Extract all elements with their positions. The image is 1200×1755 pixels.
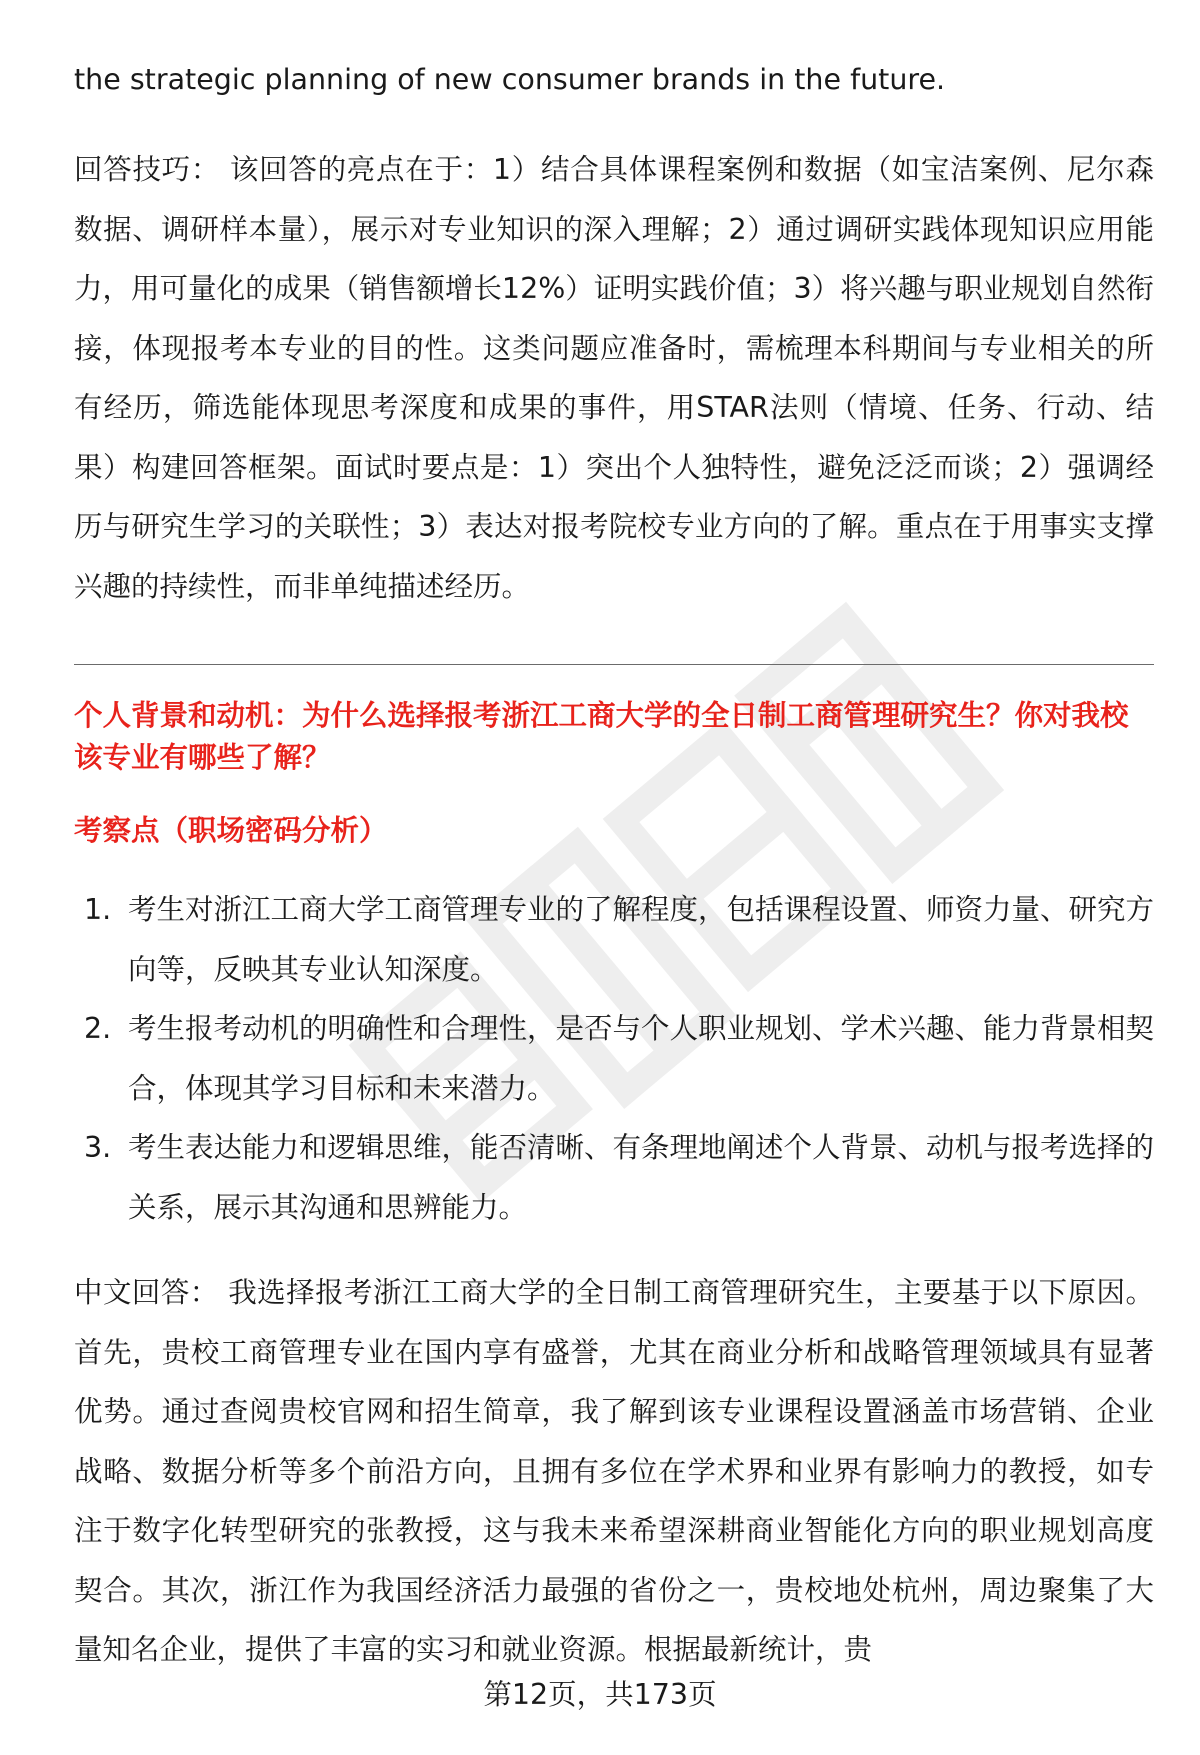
continuation-paragraph: the strategic planning of new consumer brands in the future. [74,63,946,96]
tip-text: 该回答的亮点在于：1）结合具体课程案例和数据（如宝洁案例、尼尔森数据、调研样本量），展示对专业知识的深入理解；2）通过调研实践体现知识应用能力，用可量化的成果（销售额增长12%）证明实践价值；3）将兴趣与职业规划自然衔接，体现报考本专业的目的性。这类问题应准备时，需梳理本科期间与专业相关的所有经历，筛选能体现思考深度和成果的事件，用STAR法则（情境、任务、行动、结果）构建回答框架。面试时要点是：1）突出个人独特性，避免泛泛而谈；2）强调经历与研究生学习的关联性；3）表达对报考院校专业方向的了解。重点在于用事实支撑兴趣的持续性，而非单纯描述经历。 [74,153,1154,603]
list-item-number: 2. [84,1012,112,1045]
question-subtitle: 考察点（职场密码分析） [74,814,388,847]
assessment-points-list [74,880,1154,1237]
list-item [74,880,1154,999]
tip-label: 回答技巧： [74,153,221,186]
list-item-text: 考生对浙江工商大学工商管理专业的了解程度，包括课程设置、师资力量、研究方向等，反映其专业认知深度。 [128,893,1155,986]
tip-paragraph [74,140,1154,616]
page-number-footer: 第12页，共173页 [483,1678,717,1711]
list-item [74,999,1154,1118]
list-item [74,1118,1154,1237]
answer-text: 我选择报考浙江工商大学的全日制工商管理研究生，主要基于以下原因。首先，贵校工商管理专业在国内享有盛誉，尤其在商业分析和战略管理领域具有显著优势。通过查阅贵校官网和招生简章，我了解到该专业课程设置涵盖市场营销、企业战略、数据分析等多个前沿方向，且拥有多位在学术界和业界有影响力的教授，如专注于数字化转型研究的张教授，这与我未来希望深耕商业智能化方向的职业规划高度契合。其次，浙江作为我国经济活力最强的省份之一，贵校地处杭州，周边聚集了大量知名企业，提供了丰富的实习和就业资源。根据最新统计，贵 [74,1276,1154,1666]
list-item-text: 考生表达能力和逻辑思维，能否清晰、有条理地阐述个人背景、动机与报考选择的关系，展示其沟通和思辨能力。 [128,1131,1155,1224]
list-item-number: 1. [84,893,112,926]
answer-paragraph [74,1263,1154,1680]
section-divider [74,664,1154,665]
question-title: 个人背景和动机：为什么选择报考浙江工商大学的全日制工商管理研究生？你对我校该专业有哪些了解？ [74,699,1129,774]
list-item-text: 考生报考动机的明确性和合理性，是否与个人职业规划、学术兴趣、能力背景相契合，体现其学习目标和未来潜力。 [128,1012,1155,1105]
answer-label: 中文回答： [74,1276,219,1309]
list-item-number: 3. [84,1131,112,1164]
